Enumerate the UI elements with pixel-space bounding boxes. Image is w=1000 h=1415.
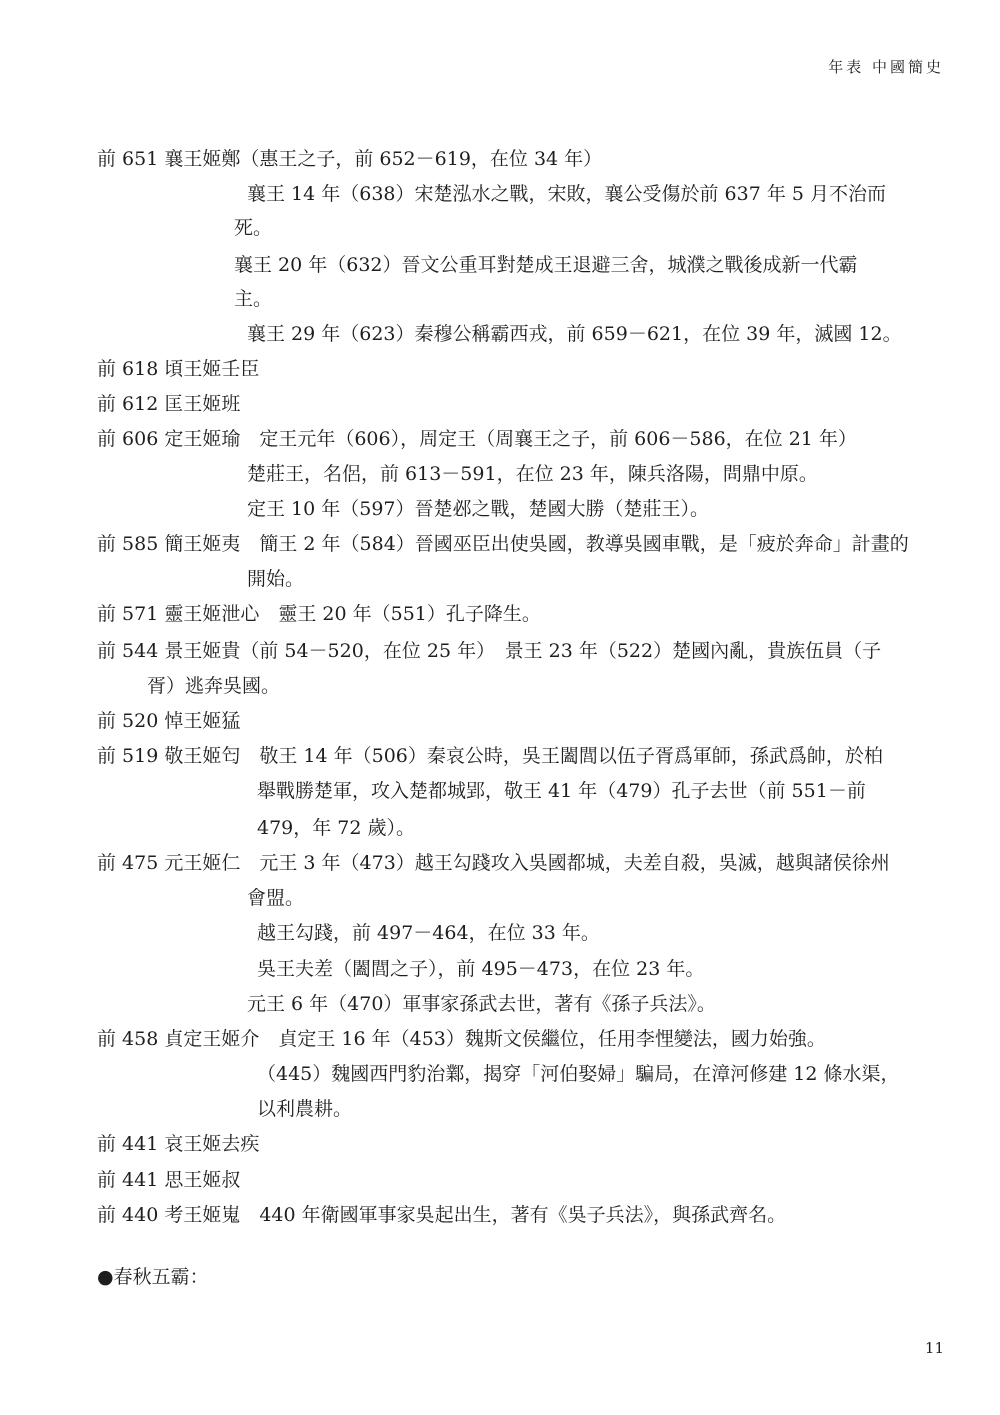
text-line: 前 585 簡王姬夷 簡王 2 年（584）晉國巫臣出使吳國，教導吳國車戰，是「疲於奔命」計畫的 bbox=[97, 533, 909, 555]
text-line: 襄王 14 年（638）宋楚泓水之戰，宋敗，襄公受傷於前 637 年 5 月不治而 bbox=[247, 183, 887, 205]
text-line: （445）魏國西門豹治鄴，揭穿「河伯娶婦」騙局，在漳河修建 12 條水渠， bbox=[257, 1063, 900, 1085]
running-header: 年表 中國簡史 bbox=[828, 58, 944, 76]
text-line: 死。 bbox=[234, 217, 273, 239]
text-line: 楚莊王，名侶，前 613－591，在位 23 年，陳兵洛陽，問鼎中原。 bbox=[247, 463, 818, 485]
text-line: 襄王 20 年（632）晉文公重耳對楚成王退避三舍，城濮之戰後成新一代霸 bbox=[234, 254, 858, 276]
text-line: 前 458 貞定王姬介 貞定王 16 年（453）魏斯文侯繼位，任用李悝變法，國力始強。 bbox=[97, 1028, 826, 1050]
text-line: 越王勾踐，前 497－464，在位 33 年。 bbox=[257, 922, 600, 944]
text-line: 前 544 景王姬貴（前 54－520，在位 25 年） 景王 23 年（522）楚國內亂，貴族伍員（子 bbox=[97, 640, 882, 662]
text-line: 會盟。 bbox=[247, 887, 305, 909]
text-line: 開始。 bbox=[247, 568, 305, 590]
text-line: 吳王夫差（闔閭之子），前 495－473，在位 23 年。 bbox=[257, 958, 705, 980]
text-line: 前 441 思王姬叔 bbox=[97, 1169, 241, 1191]
text-line: 479，年 72 歲）。 bbox=[257, 817, 416, 839]
text-line: 定王 10 年（597）晉楚邲之戰，楚國大勝（楚莊王）。 bbox=[247, 498, 710, 520]
text-line: 襄王 29 年（623）秦穆公稱霸西戎，前 659－621，在位 39 年，滅國 12。 bbox=[247, 323, 902, 345]
text-line: 前 520 悼王姬猛 bbox=[97, 710, 241, 732]
text-line: 以利農耕。 bbox=[257, 1098, 353, 1120]
text-line: 前 651 襄王姬鄭（惠王之子，前 652－619，在位 34 年） bbox=[97, 148, 603, 170]
text-line: 前 606 定王姬瑜 定王元年（606），周定王（周襄王之子，前 606－586，在位 21 年） bbox=[97, 428, 857, 450]
text-line: 前 441 哀王姬去疾 bbox=[97, 1133, 260, 1155]
text-line: 前 571 靈王姬泄心 靈王 20 年（551）孔子降生。 bbox=[97, 603, 541, 625]
text-line: 前 440 考王姬嵬 440 年衛國軍事家吳起出生，著有《吳子兵法》，與孫武齊名。 bbox=[97, 1204, 787, 1226]
text-line: 前 612 匡王姬班 bbox=[97, 393, 241, 415]
text-line: 前 475 元王姬仁 元王 3 年（473）越王勾踐攻入吳國都城，夫差自殺，吳滅，越與諸侯徐州 bbox=[97, 852, 890, 874]
text-line: 元王 6 年（470）軍事家孫武去世，著有《孫子兵法》。 bbox=[247, 993, 716, 1015]
text-line: 胥）逃奔吳國。 bbox=[147, 675, 281, 697]
text-line: 主。 bbox=[234, 288, 273, 310]
text-line: 前 519 敬王姬匄 敬王 14 年（506）秦哀公時，吳王闔閭以伍子胥爲軍師，孫武爲帥，於柏 bbox=[97, 745, 883, 767]
section-heading: ●春秋五霸： bbox=[97, 1266, 209, 1288]
text-line: 舉戰勝楚軍，攻入楚都城郢，敬王 41 年（479）孔子去世（前 551－前 bbox=[257, 780, 866, 802]
text-line: 前 618 頃王姬壬臣 bbox=[97, 358, 260, 380]
page-number: 11 bbox=[924, 1339, 944, 1357]
